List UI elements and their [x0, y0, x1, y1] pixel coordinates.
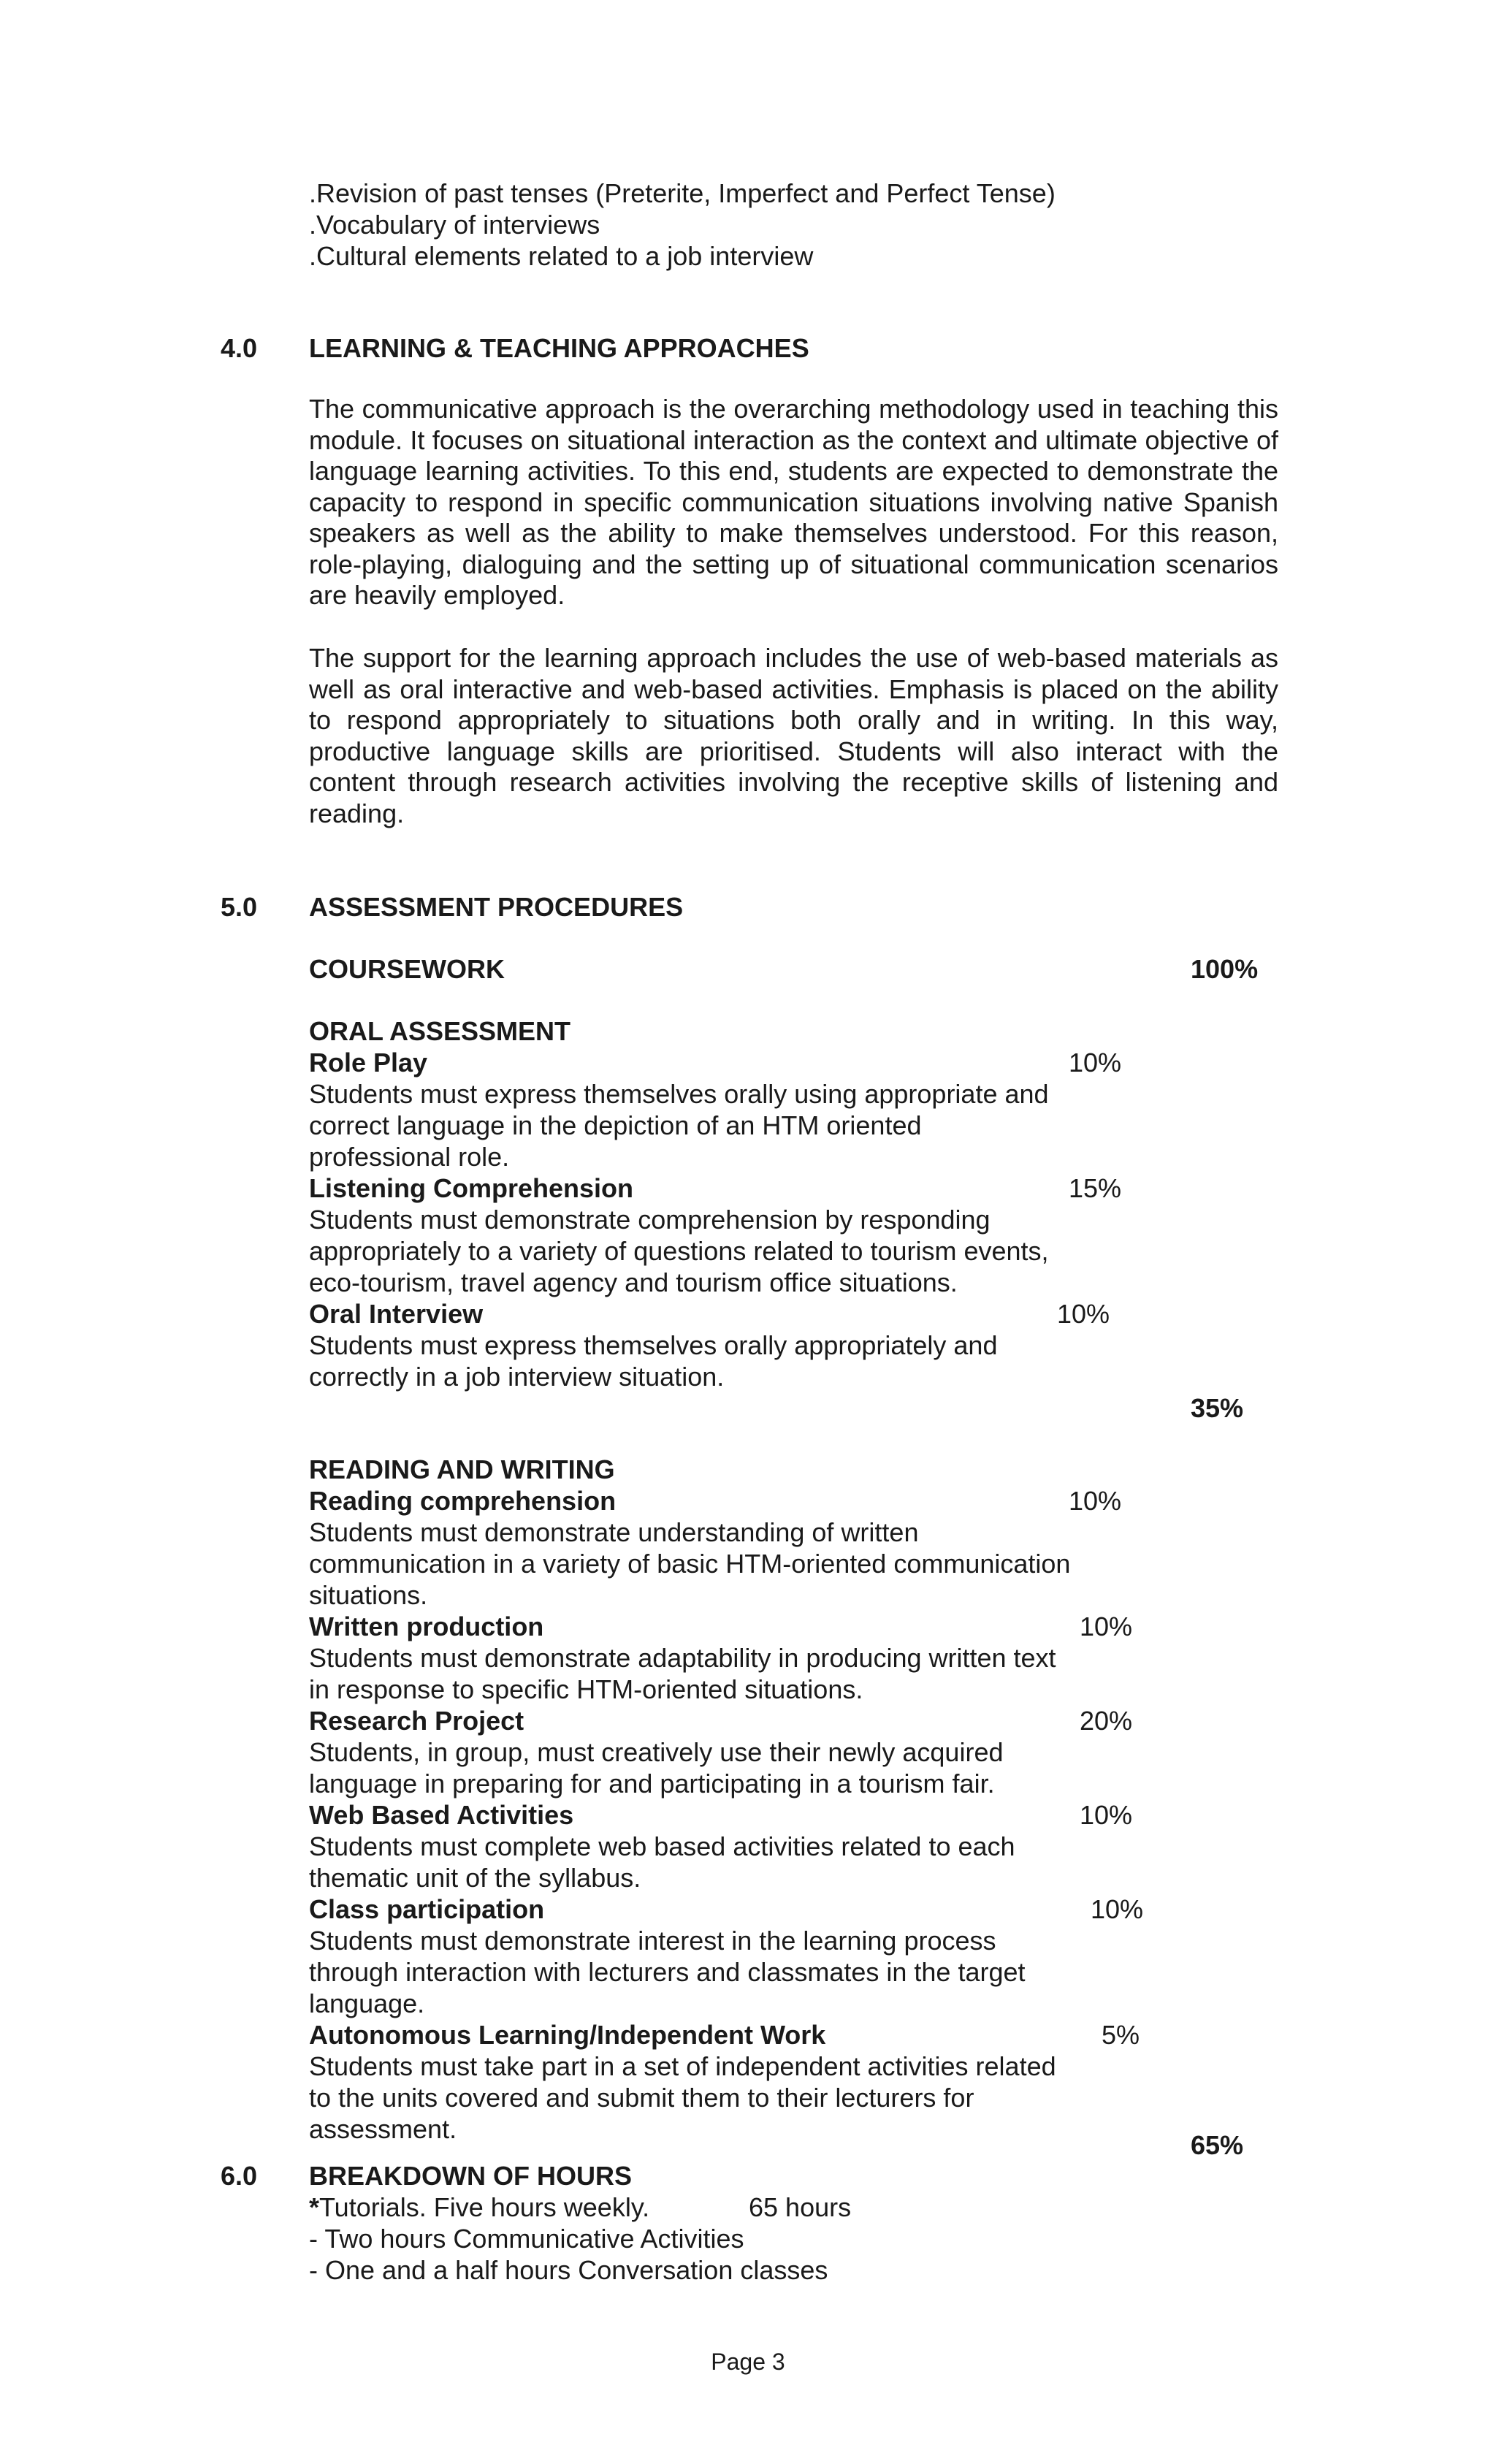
- assessment-percentage: 10%: [1057, 1299, 1110, 1329]
- hours-line: - Two hours Communicative Activities: [309, 2224, 744, 2254]
- paragraph-text: The communicative approach is the overarching methodology used in teaching this module. It focuses on situational interaction as the context and ultimate objective of language learning activities. To this end, students are expected to demonstrate the capacity to respond in specific communication situations involving native Spanish speakers as well as the ability to make themselves understood. For this reason, role-playing, dialoguing and the setting up of situational communication scenarios are heavily employed.: [309, 394, 1278, 610]
- assessment-description: Students must demonstrate understanding of written: [309, 1517, 919, 1547]
- assessment-percentage: 10%: [1069, 1048, 1122, 1077]
- section-number: 5.0: [221, 892, 258, 922]
- hours-line: - One and a half hours Conversation classes: [309, 2255, 828, 2285]
- assessment-title: Oral Interview: [309, 1299, 484, 1329]
- assessment-percentage: 10%: [1080, 1611, 1133, 1641]
- oral-total-percentage: 35%: [1191, 1393, 1244, 1423]
- assessment-description: language in preparing for and participating in a tourism fair.: [309, 1769, 995, 1799]
- assessment-title: Class participation: [309, 1894, 545, 1924]
- assessment-description: correctly in a job interview situation.: [309, 1362, 725, 1392]
- assessment-percentage: 5%: [1102, 2020, 1140, 2050]
- assessment-description: Students must demonstrate adaptability in producing written text: [309, 1643, 1056, 1673]
- assessment-description: Students must demonstrate comprehension by responding: [309, 1205, 991, 1235]
- assessment-title: Web Based Activities: [309, 1800, 574, 1830]
- assessment-description: Students must demonstrate interest in the learning process: [309, 1926, 996, 1956]
- assessment-title: Written production: [309, 1611, 544, 1641]
- assessment-description: thematic unit of the syllabus.: [309, 1863, 641, 1893]
- tutorial-line: [309, 2192, 649, 2223]
- section-title: LEARNING & TEACHING APPROACHES: [309, 333, 809, 363]
- assessment-percentage: 20%: [1080, 1706, 1133, 1736]
- section-number: 6.0: [221, 2161, 258, 2191]
- assessment-description: Students must complete web based activities related to each: [309, 1831, 1015, 1861]
- section-title: BREAKDOWN OF HOURS: [309, 2161, 632, 2191]
- coursework-label: COURSEWORK: [309, 954, 505, 984]
- page-number: Page 3: [711, 2349, 785, 2375]
- assessment-description: situations.: [309, 1580, 428, 1610]
- assessment-title: Autonomous Learning/Independent Work: [309, 2020, 826, 2050]
- assessment-description: eco-tourism, travel agency and tourism office situations.: [309, 1267, 958, 1297]
- assessment-percentage: 10%: [1080, 1800, 1133, 1830]
- assessment-description: professional role.: [309, 1142, 510, 1172]
- assessment-description: Students must take part in a set of independent activities related: [309, 2051, 1056, 2081]
- paragraph-text: The support for the learning approach includes the use of web-based materials as well as oral interactive and web-based activities. Emphasis is placed on the ability to respond appropriately to situations both orally and in writing. In this way, productive language skills are prioritised. Students will also interact with the content through research activities involving the receptive skills of listening and reading.: [309, 643, 1278, 828]
- intro-bullet: .Revision of past tenses (Preterite, Imperfect and Perfect Tense): [309, 178, 1056, 208]
- assessment-description: language.: [309, 1988, 425, 2018]
- assessment-description: Students must express themselves orally appropriately and: [309, 1330, 998, 1360]
- assessment-title: Reading comprehension: [309, 1486, 617, 1516]
- assessment-description: Students must express themselves orally using appropriate and: [309, 1079, 1049, 1109]
- reading-total-percentage: 65%: [1191, 2130, 1244, 2160]
- tutorial-hours: 65 hours: [749, 2192, 852, 2222]
- footnote-marker: *: [309, 2192, 320, 2222]
- assessment-description: assessment.: [309, 2114, 457, 2144]
- assessment-percentage: 10%: [1091, 1894, 1144, 1924]
- section-title: ASSESSMENT PROCEDURES: [309, 892, 684, 922]
- paragraph: [309, 394, 1278, 611]
- section-number: 4.0: [221, 333, 258, 363]
- intro-bullet: .Vocabulary of interviews: [309, 210, 600, 240]
- intro-bullet: .Cultural elements related to a job interview: [309, 241, 814, 271]
- assessment-title: Role Play: [309, 1048, 428, 1077]
- assessment-description: Students, in group, must creatively use their newly acquired: [309, 1737, 1004, 1767]
- subsection-heading: READING AND WRITING: [309, 1454, 615, 1484]
- assessment-description: communication in a variety of basic HTM-oriented communication: [309, 1549, 1071, 1579]
- paragraph: [309, 643, 1278, 829]
- assessment-description: in response to specific HTM-oriented situations.: [309, 1674, 863, 1704]
- assessment-percentage: 10%: [1069, 1486, 1122, 1516]
- assessment-percentage: 15%: [1069, 1173, 1122, 1203]
- assessment-title: Research Project: [309, 1706, 524, 1736]
- tutorial-text: Tutorials. Five hours weekly.: [319, 2192, 650, 2222]
- assessment-description: through interaction with lecturers and classmates in the target: [309, 1957, 1026, 1987]
- coursework-percentage: 100%: [1191, 954, 1259, 984]
- assessment-description: to the units covered and submit them to their lecturers for: [309, 2083, 974, 2113]
- assessment-description: appropriately to a variety of questions related to tourism events,: [309, 1236, 1049, 1266]
- assessment-description: correct language in the depiction of an HTM oriented: [309, 1110, 922, 1140]
- subsection-heading: ORAL ASSESSMENT: [309, 1016, 571, 1046]
- assessment-title: Listening Comprehension: [309, 1173, 634, 1203]
